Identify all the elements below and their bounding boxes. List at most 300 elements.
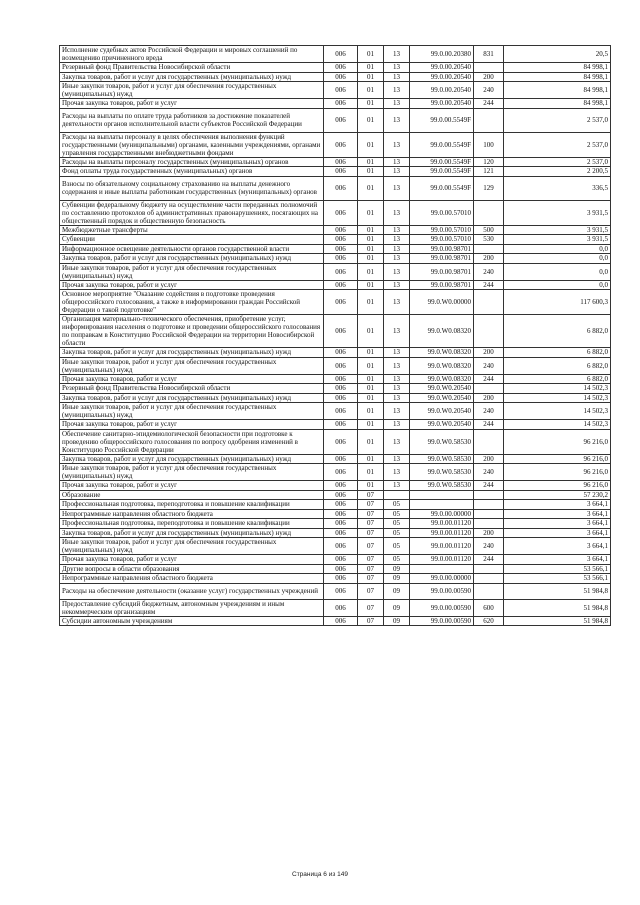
target-article-code-cell: 99.0.00.20540 <box>410 63 474 73</box>
subsection-code-cell: 13 <box>384 132 410 157</box>
target-article-code-cell: 99.0.00.5549F <box>410 167 474 177</box>
target-article-code-cell: 99.0.00.20540 <box>410 99 474 109</box>
expense-type-code-cell <box>474 500 504 510</box>
table-row <box>60 599 611 616</box>
table-row <box>60 200 611 225</box>
expense-name-cell: Профессиональная подготовка, переподготовка и повышение квалификации <box>60 519 324 529</box>
ministry-code-cell: 006 <box>324 200 358 225</box>
amount-cell: 96 216,0 <box>504 429 611 454</box>
table-row <box>60 528 611 538</box>
amount-cell: 3 664,1 <box>504 500 611 510</box>
ministry-code-cell: 006 <box>324 157 358 167</box>
subsection-code-cell: 13 <box>384 481 410 491</box>
section-code-cell: 01 <box>358 420 384 430</box>
table-row <box>60 82 611 99</box>
expense-type-code-cell: 240 <box>474 403 504 420</box>
subsection-code-cell: 13 <box>384 348 410 358</box>
ministry-code-cell: 006 <box>324 429 358 454</box>
subsection-code-cell: 09 <box>384 583 410 599</box>
table-row <box>60 555 611 565</box>
section-code-cell: 07 <box>358 599 384 616</box>
expense-type-code-cell: 240 <box>474 464 504 481</box>
expense-type-code-cell: 120 <box>474 157 504 167</box>
section-code-cell: 01 <box>358 481 384 491</box>
expense-type-code-cell: 244 <box>474 99 504 109</box>
subsection-code-cell: 13 <box>384 200 410 225</box>
section-code-cell: 01 <box>358 357 384 374</box>
table-row <box>60 176 611 200</box>
ministry-code-cell: 006 <box>324 490 358 500</box>
target-article-code-cell <box>410 500 474 510</box>
amount-cell: 53 566,1 <box>504 574 611 584</box>
subsection-code-cell: 13 <box>384 254 410 264</box>
ministry-code-cell: 006 <box>324 574 358 584</box>
amount-cell: 84 998,1 <box>504 82 611 99</box>
table-row <box>60 132 611 157</box>
subsection-code-cell: 05 <box>384 509 410 519</box>
target-article-code-cell: 99.0.00.00590 <box>410 616 474 626</box>
expense-name-cell: Закупка товаров, работ и услуг для государственных (муниципальных) нужд <box>60 454 324 464</box>
target-article-code-cell: 99.0.00.00590 <box>410 599 474 616</box>
table-row <box>60 72 611 82</box>
expense-type-code-cell: 100 <box>474 132 504 157</box>
expense-type-code-cell: 500 <box>474 225 504 235</box>
ministry-code-cell: 006 <box>324 132 358 157</box>
expense-type-code-cell: 831 <box>474 46 504 63</box>
expense-name-cell: Расходы на выплаты персоналу государственных (муниципальных) органов <box>60 157 324 167</box>
amount-cell: 0,0 <box>504 244 611 254</box>
target-article-code-cell: 99.0.00.00000 <box>410 574 474 584</box>
target-article-code-cell: 99.0.00.5549F <box>410 176 474 200</box>
ministry-code-cell: 006 <box>324 46 358 63</box>
subsection-code-cell: 13 <box>384 72 410 82</box>
subsection-code-cell: 13 <box>384 403 410 420</box>
ministry-code-cell: 006 <box>324 374 358 384</box>
target-article-code-cell: 99.0.W0.58530 <box>410 429 474 454</box>
section-code-cell: 01 <box>358 63 384 73</box>
subsection-code-cell: 13 <box>384 235 410 245</box>
subsection-code-cell: 13 <box>384 108 410 132</box>
ministry-code-cell: 006 <box>324 357 358 374</box>
target-article-code-cell: 99.0.W0.08320 <box>410 357 474 374</box>
target-article-code-cell: 99.0.00.98701 <box>410 280 474 290</box>
target-article-code-cell: 99.0.00.98701 <box>410 254 474 264</box>
expense-name-cell: Прочая закупка товаров, работ и услуг <box>60 374 324 384</box>
amount-cell: 6 882,0 <box>504 315 611 348</box>
ministry-code-cell: 006 <box>324 538 358 555</box>
table-row <box>60 616 611 626</box>
expense-type-code-cell: 244 <box>474 280 504 290</box>
expense-name-cell: Закупка товаров, работ и услуг для государственных (муниципальных) нужд <box>60 348 324 358</box>
amount-cell: 57 230,2 <box>504 490 611 500</box>
ministry-code-cell: 006 <box>324 280 358 290</box>
ministry-code-cell: 006 <box>324 315 358 348</box>
amount-cell: 14 502,3 <box>504 393 611 403</box>
budget-table-body <box>60 46 611 626</box>
section-code-cell: 01 <box>358 254 384 264</box>
expense-type-code-cell: 200 <box>474 454 504 464</box>
table-row <box>60 225 611 235</box>
section-code-cell: 01 <box>358 132 384 157</box>
section-code-cell: 01 <box>358 290 384 315</box>
section-code-cell: 01 <box>358 46 384 63</box>
expense-type-code-cell: 200 <box>474 348 504 358</box>
section-code-cell: 07 <box>358 555 384 565</box>
amount-cell: 2 537,0 <box>504 132 611 157</box>
expense-type-code-cell: 129 <box>474 176 504 200</box>
target-article-code-cell: 99.0.W0.00000 <box>410 290 474 315</box>
expense-type-code-cell <box>474 290 504 315</box>
table-row <box>60 348 611 358</box>
target-article-code-cell: 99.0.00.01120 <box>410 555 474 565</box>
amount-cell: 0,0 <box>504 263 611 280</box>
section-code-cell: 01 <box>358 403 384 420</box>
table-row <box>60 167 611 177</box>
target-article-code-cell: 99.0.00.00590 <box>410 583 474 599</box>
table-row <box>60 384 611 394</box>
table-row <box>60 235 611 245</box>
expense-name-cell: Прочая закупка товаров, работ и услуг <box>60 481 324 491</box>
expense-name-cell: Профессиональная подготовка, переподготовка и повышение квалификации <box>60 500 324 510</box>
amount-cell: 117 600,3 <box>504 290 611 315</box>
subsection-code-cell: 13 <box>384 176 410 200</box>
expense-name-cell: Субвенции <box>60 235 324 245</box>
amount-cell: 51 984,8 <box>504 583 611 599</box>
expense-type-code-cell: 240 <box>474 538 504 555</box>
ministry-code-cell: 006 <box>324 254 358 264</box>
expense-type-code-cell <box>474 429 504 454</box>
target-article-code-cell: 99.0.00.00000 <box>410 509 474 519</box>
subsection-code-cell: 05 <box>384 528 410 538</box>
expense-name-cell: Расходы на выплаты по оплате труда работников за достижение показателей деятельности органов исполнительной власти субъектов Российской Федерации <box>60 108 324 132</box>
section-code-cell: 07 <box>358 528 384 538</box>
section-code-cell: 01 <box>358 108 384 132</box>
amount-cell: 0,0 <box>504 280 611 290</box>
target-article-code-cell: 99.0.00.01120 <box>410 519 474 529</box>
expense-name-cell: Предоставление субсидий бюджетным, автономным учреждениям и иным некоммерческим организациям <box>60 599 324 616</box>
expense-name-cell: Исполнение судебных актов Российской Федерации и мировых соглашений по возмещению причиненного вреда <box>60 46 324 63</box>
table-row <box>60 509 611 519</box>
table-row <box>60 99 611 109</box>
expense-type-code-cell <box>474 200 504 225</box>
table-row <box>60 429 611 454</box>
expense-name-cell: Взносы по обязательному социальному страхованию на выплаты денежного содержания и иные выплаты работникам государственных (муниципальных) органов <box>60 176 324 200</box>
section-code-cell: 01 <box>358 348 384 358</box>
table-row <box>60 564 611 574</box>
expense-type-code-cell <box>474 108 504 132</box>
expense-type-code-cell: 200 <box>474 393 504 403</box>
ministry-code-cell: 006 <box>324 63 358 73</box>
expense-name-cell: Резервный фонд Правительства Новосибирской области <box>60 63 324 73</box>
expense-name-cell: Субвенции федеральному бюджету на осуществление части переданных полномочий по составлению протоколов об административных правонарушениях, посягающих на общественный порядок и общественную безопасность <box>60 200 324 225</box>
expense-type-code-cell <box>474 519 504 529</box>
subsection-code-cell: 13 <box>384 225 410 235</box>
ministry-code-cell: 006 <box>324 555 358 565</box>
section-code-cell: 07 <box>358 574 384 584</box>
expense-name-cell: Иные закупки товаров, работ и услуг для обеспечения государственных (муниципальных) нужд <box>60 403 324 420</box>
subsection-code-cell: 13 <box>384 384 410 394</box>
section-code-cell: 07 <box>358 519 384 529</box>
ministry-code-cell: 006 <box>324 225 358 235</box>
expense-name-cell: Основное мероприятие "Оказание содействия в подготовке проведения общероссийского голосования, а также в информировании граждан Российской Федерации о такой подготовке" <box>60 290 324 315</box>
amount-cell: 14 502,3 <box>504 384 611 394</box>
target-article-code-cell: 99.0.00.5549F <box>410 157 474 167</box>
expense-name-cell: Прочая закупка товаров, работ и услуг <box>60 420 324 430</box>
subsection-code-cell: 13 <box>384 167 410 177</box>
subsection-code-cell: 13 <box>384 393 410 403</box>
target-article-code-cell: 99.0.W0.20540 <box>410 403 474 420</box>
expense-name-cell: Иные закупки товаров, работ и услуг для обеспечения государственных (муниципальных) нужд <box>60 357 324 374</box>
ministry-code-cell: 006 <box>324 616 358 626</box>
amount-cell: 14 502,3 <box>504 403 611 420</box>
expense-name-cell: Расходы на выплаты персоналу в целях обеспечения выполнения функций государственными (муниципальными) органами, казенными учреждениями, органами управления государственными внебюджетными фондами <box>60 132 324 157</box>
table-row <box>60 538 611 555</box>
ministry-code-cell: 006 <box>324 82 358 99</box>
subsection-code-cell: 09 <box>384 574 410 584</box>
expense-type-code-cell: 620 <box>474 616 504 626</box>
table-row <box>60 244 611 254</box>
section-code-cell: 01 <box>358 157 384 167</box>
section-code-cell: 07 <box>358 509 384 519</box>
target-article-code-cell: 99.0.W0.08320 <box>410 315 474 348</box>
subsection-code-cell: 13 <box>384 244 410 254</box>
subsection-code-cell: 13 <box>384 454 410 464</box>
section-code-cell: 07 <box>358 564 384 574</box>
amount-cell: 20,5 <box>504 46 611 63</box>
ministry-code-cell: 006 <box>324 384 358 394</box>
target-article-code-cell: 99.0.W0.20540 <box>410 420 474 430</box>
section-code-cell: 07 <box>358 490 384 500</box>
target-article-code-cell: 99.0.00.5549F <box>410 108 474 132</box>
amount-cell: 3 664,1 <box>504 555 611 565</box>
expense-name-cell: Закупка товаров, работ и услуг для государственных (муниципальных) нужд <box>60 254 324 264</box>
amount-cell: 84 998,1 <box>504 99 611 109</box>
target-article-code-cell: 99.0.W0.20540 <box>410 393 474 403</box>
amount-cell: 3 931,5 <box>504 200 611 225</box>
ministry-code-cell: 006 <box>324 176 358 200</box>
section-code-cell: 01 <box>358 384 384 394</box>
table-row <box>60 46 611 63</box>
expense-name-cell: Фонд оплаты труда государственных (муниципальных) органов <box>60 167 324 177</box>
expense-type-code-cell: 200 <box>474 72 504 82</box>
section-code-cell: 01 <box>358 280 384 290</box>
table-row <box>60 464 611 481</box>
target-article-code-cell: 99.0.00.98701 <box>410 244 474 254</box>
expense-type-code-cell <box>474 564 504 574</box>
subsection-code-cell: 13 <box>384 290 410 315</box>
subsection-code-cell: 09 <box>384 616 410 626</box>
expense-type-code-cell: 530 <box>474 235 504 245</box>
ministry-code-cell: 006 <box>324 454 358 464</box>
section-code-cell: 01 <box>358 99 384 109</box>
subsection-code-cell: 05 <box>384 519 410 529</box>
amount-cell: 3 664,1 <box>504 538 611 555</box>
expense-name-cell: Прочая закупка товаров, работ и услуг <box>60 555 324 565</box>
expense-name-cell: Прочая закупка товаров, работ и услуг <box>60 99 324 109</box>
expense-type-code-cell <box>474 315 504 348</box>
section-code-cell: 01 <box>358 235 384 245</box>
section-code-cell: 01 <box>358 454 384 464</box>
expense-type-code-cell: 240 <box>474 357 504 374</box>
page-footer: Страница 6 из 149 <box>292 871 348 878</box>
expense-type-code-cell: 244 <box>474 374 504 384</box>
ministry-code-cell: 006 <box>324 108 358 132</box>
expense-type-code-cell <box>474 583 504 599</box>
ministry-code-cell: 006 <box>324 509 358 519</box>
subsection-code-cell: 13 <box>384 464 410 481</box>
ministry-code-cell: 006 <box>324 348 358 358</box>
amount-cell: 96 216,0 <box>504 454 611 464</box>
amount-cell: 6 882,0 <box>504 357 611 374</box>
ministry-code-cell: 006 <box>324 420 358 430</box>
table-row <box>60 420 611 430</box>
section-code-cell: 01 <box>358 315 384 348</box>
table-row <box>60 454 611 464</box>
subsection-code-cell: 05 <box>384 500 410 510</box>
subsection-code-cell: 05 <box>384 538 410 555</box>
table-row <box>60 254 611 264</box>
table-row <box>60 583 611 599</box>
expense-name-cell: Другие вопросы в области образования <box>60 564 324 574</box>
expense-type-code-cell: 244 <box>474 420 504 430</box>
target-article-code-cell: 99.0.00.01120 <box>410 538 474 555</box>
amount-cell: 53 566,1 <box>504 564 611 574</box>
ministry-code-cell: 006 <box>324 403 358 420</box>
ministry-code-cell: 006 <box>324 500 358 510</box>
target-article-code-cell: 99.0.00.20540 <box>410 72 474 82</box>
amount-cell: 6 882,0 <box>504 374 611 384</box>
amount-cell: 336,5 <box>504 176 611 200</box>
expense-type-code-cell: 600 <box>474 599 504 616</box>
ministry-code-cell: 006 <box>324 244 358 254</box>
expense-type-code-cell <box>474 574 504 584</box>
table-row <box>60 157 611 167</box>
amount-cell: 3 664,1 <box>504 528 611 538</box>
expense-name-cell: Непрограммные направления областного бюджета <box>60 574 324 584</box>
section-code-cell: 01 <box>358 429 384 454</box>
subsection-code-cell: 13 <box>384 374 410 384</box>
subsection-code-cell: 13 <box>384 420 410 430</box>
ministry-code-cell: 006 <box>324 72 358 82</box>
expense-name-cell: Резервный фонд Правительства Новосибирской области <box>60 384 324 394</box>
ministry-code-cell: 006 <box>324 263 358 280</box>
section-code-cell: 01 <box>358 82 384 99</box>
expense-name-cell: Иные закупки товаров, работ и услуг для обеспечения государственных (муниципальных) нужд <box>60 464 324 481</box>
target-article-code-cell <box>410 564 474 574</box>
section-code-cell: 07 <box>358 616 384 626</box>
amount-cell: 2 200,5 <box>504 167 611 177</box>
ministry-code-cell: 006 <box>324 290 358 315</box>
ministry-code-cell: 006 <box>324 235 358 245</box>
subsection-code-cell: 13 <box>384 46 410 63</box>
section-code-cell: 07 <box>358 583 384 599</box>
expense-type-code-cell: 121 <box>474 167 504 177</box>
expense-type-code-cell: 244 <box>474 555 504 565</box>
budget-sheet <box>59 45 610 626</box>
expense-name-cell: Организация материально-технического обеспечения, приобретение услуг, информирования населения о подготовке и проведении общероссийского голосования по поправкам в Конституцию Российской Федерации на территории Новосибирской области <box>60 315 324 348</box>
target-article-code-cell: 99.0.W0.08320 <box>410 374 474 384</box>
table-row <box>60 290 611 315</box>
ministry-code-cell: 006 <box>324 393 358 403</box>
target-article-code-cell: 99.0.00.5549F <box>410 132 474 157</box>
section-code-cell: 01 <box>358 263 384 280</box>
ministry-code-cell: 006 <box>324 528 358 538</box>
target-article-code-cell: 99.0.W0.08320 <box>410 348 474 358</box>
ministry-code-cell: 006 <box>324 599 358 616</box>
expense-type-code-cell: 244 <box>474 481 504 491</box>
expense-name-cell: Образование <box>60 490 324 500</box>
ministry-code-cell: 006 <box>324 99 358 109</box>
table-row <box>60 263 611 280</box>
amount-cell: 0,0 <box>504 254 611 264</box>
expense-type-code-cell: 240 <box>474 82 504 99</box>
expense-type-code-cell: 200 <box>474 528 504 538</box>
expense-name-cell: Иные закупки товаров, работ и услуг для обеспечения государственных (муниципальных) нужд <box>60 263 324 280</box>
table-row <box>60 63 611 73</box>
amount-cell: 14 502,3 <box>504 420 611 430</box>
table-row <box>60 374 611 384</box>
subsection-code-cell: 13 <box>384 263 410 280</box>
expense-type-code-cell <box>474 509 504 519</box>
table-row <box>60 490 611 500</box>
subsection-code-cell: 13 <box>384 157 410 167</box>
expense-name-cell: Прочая закупка товаров, работ и услуг <box>60 280 324 290</box>
table-row <box>60 403 611 420</box>
expense-type-code-cell <box>474 63 504 73</box>
amount-cell: 84 998,1 <box>504 63 611 73</box>
expense-type-code-cell <box>474 244 504 254</box>
section-code-cell: 01 <box>358 72 384 82</box>
expense-name-cell: Иные закупки товаров, работ и услуг для обеспечения государственных (муниципальных) нужд <box>60 82 324 99</box>
expense-name-cell: Обеспечение санитарно-эпидемиологической безопасности при подготовке к проведению общероссийского голосования по вопросу одобрения изменений в Конституцию Российской Федерации <box>60 429 324 454</box>
section-code-cell: 07 <box>358 538 384 555</box>
section-code-cell: 07 <box>358 500 384 510</box>
target-article-code-cell: 99.0.00.20540 <box>410 82 474 99</box>
subsection-code-cell <box>384 490 410 500</box>
subsection-code-cell: 05 <box>384 555 410 565</box>
subsection-code-cell: 13 <box>384 315 410 348</box>
target-article-code-cell: 99.0.W0.58530 <box>410 454 474 464</box>
section-code-cell: 01 <box>358 393 384 403</box>
amount-cell: 96 216,0 <box>504 481 611 491</box>
subsection-code-cell: 13 <box>384 82 410 99</box>
subsection-code-cell: 09 <box>384 599 410 616</box>
expense-name-cell: Закупка товаров, работ и услуг для государственных (муниципальных) нужд <box>60 72 324 82</box>
expense-name-cell: Иные закупки товаров, работ и услуг для обеспечения государственных (муниципальных) нужд <box>60 538 324 555</box>
ministry-code-cell: 006 <box>324 481 358 491</box>
section-code-cell: 01 <box>358 176 384 200</box>
target-article-code-cell: 99.0.W0.58530 <box>410 464 474 481</box>
expense-name-cell: Расходы на обеспечение деятельности (оказание услуг) государственных учреждений <box>60 583 324 599</box>
expense-name-cell: Информационное освещение деятельности органов государственной власти <box>60 244 324 254</box>
target-article-code-cell: 99.0.00.57010 <box>410 235 474 245</box>
expense-type-code-cell: 240 <box>474 263 504 280</box>
target-article-code-cell: 99.0.W0.58530 <box>410 481 474 491</box>
table-row <box>60 481 611 491</box>
table-row <box>60 280 611 290</box>
table-row <box>60 315 611 348</box>
amount-cell: 2 537,0 <box>504 157 611 167</box>
section-code-cell: 01 <box>358 167 384 177</box>
target-article-code-cell: 99.0.W0.20540 <box>410 384 474 394</box>
amount-cell: 3 931,5 <box>504 235 611 245</box>
amount-cell: 3 664,1 <box>504 519 611 529</box>
ministry-code-cell: 006 <box>324 464 358 481</box>
target-article-code-cell: 99.0.00.20380 <box>410 46 474 63</box>
section-code-cell: 01 <box>358 374 384 384</box>
expense-name-cell: Субсидии автономным учреждениям <box>60 616 324 626</box>
expense-name-cell: Межбюджетные трансферты <box>60 225 324 235</box>
